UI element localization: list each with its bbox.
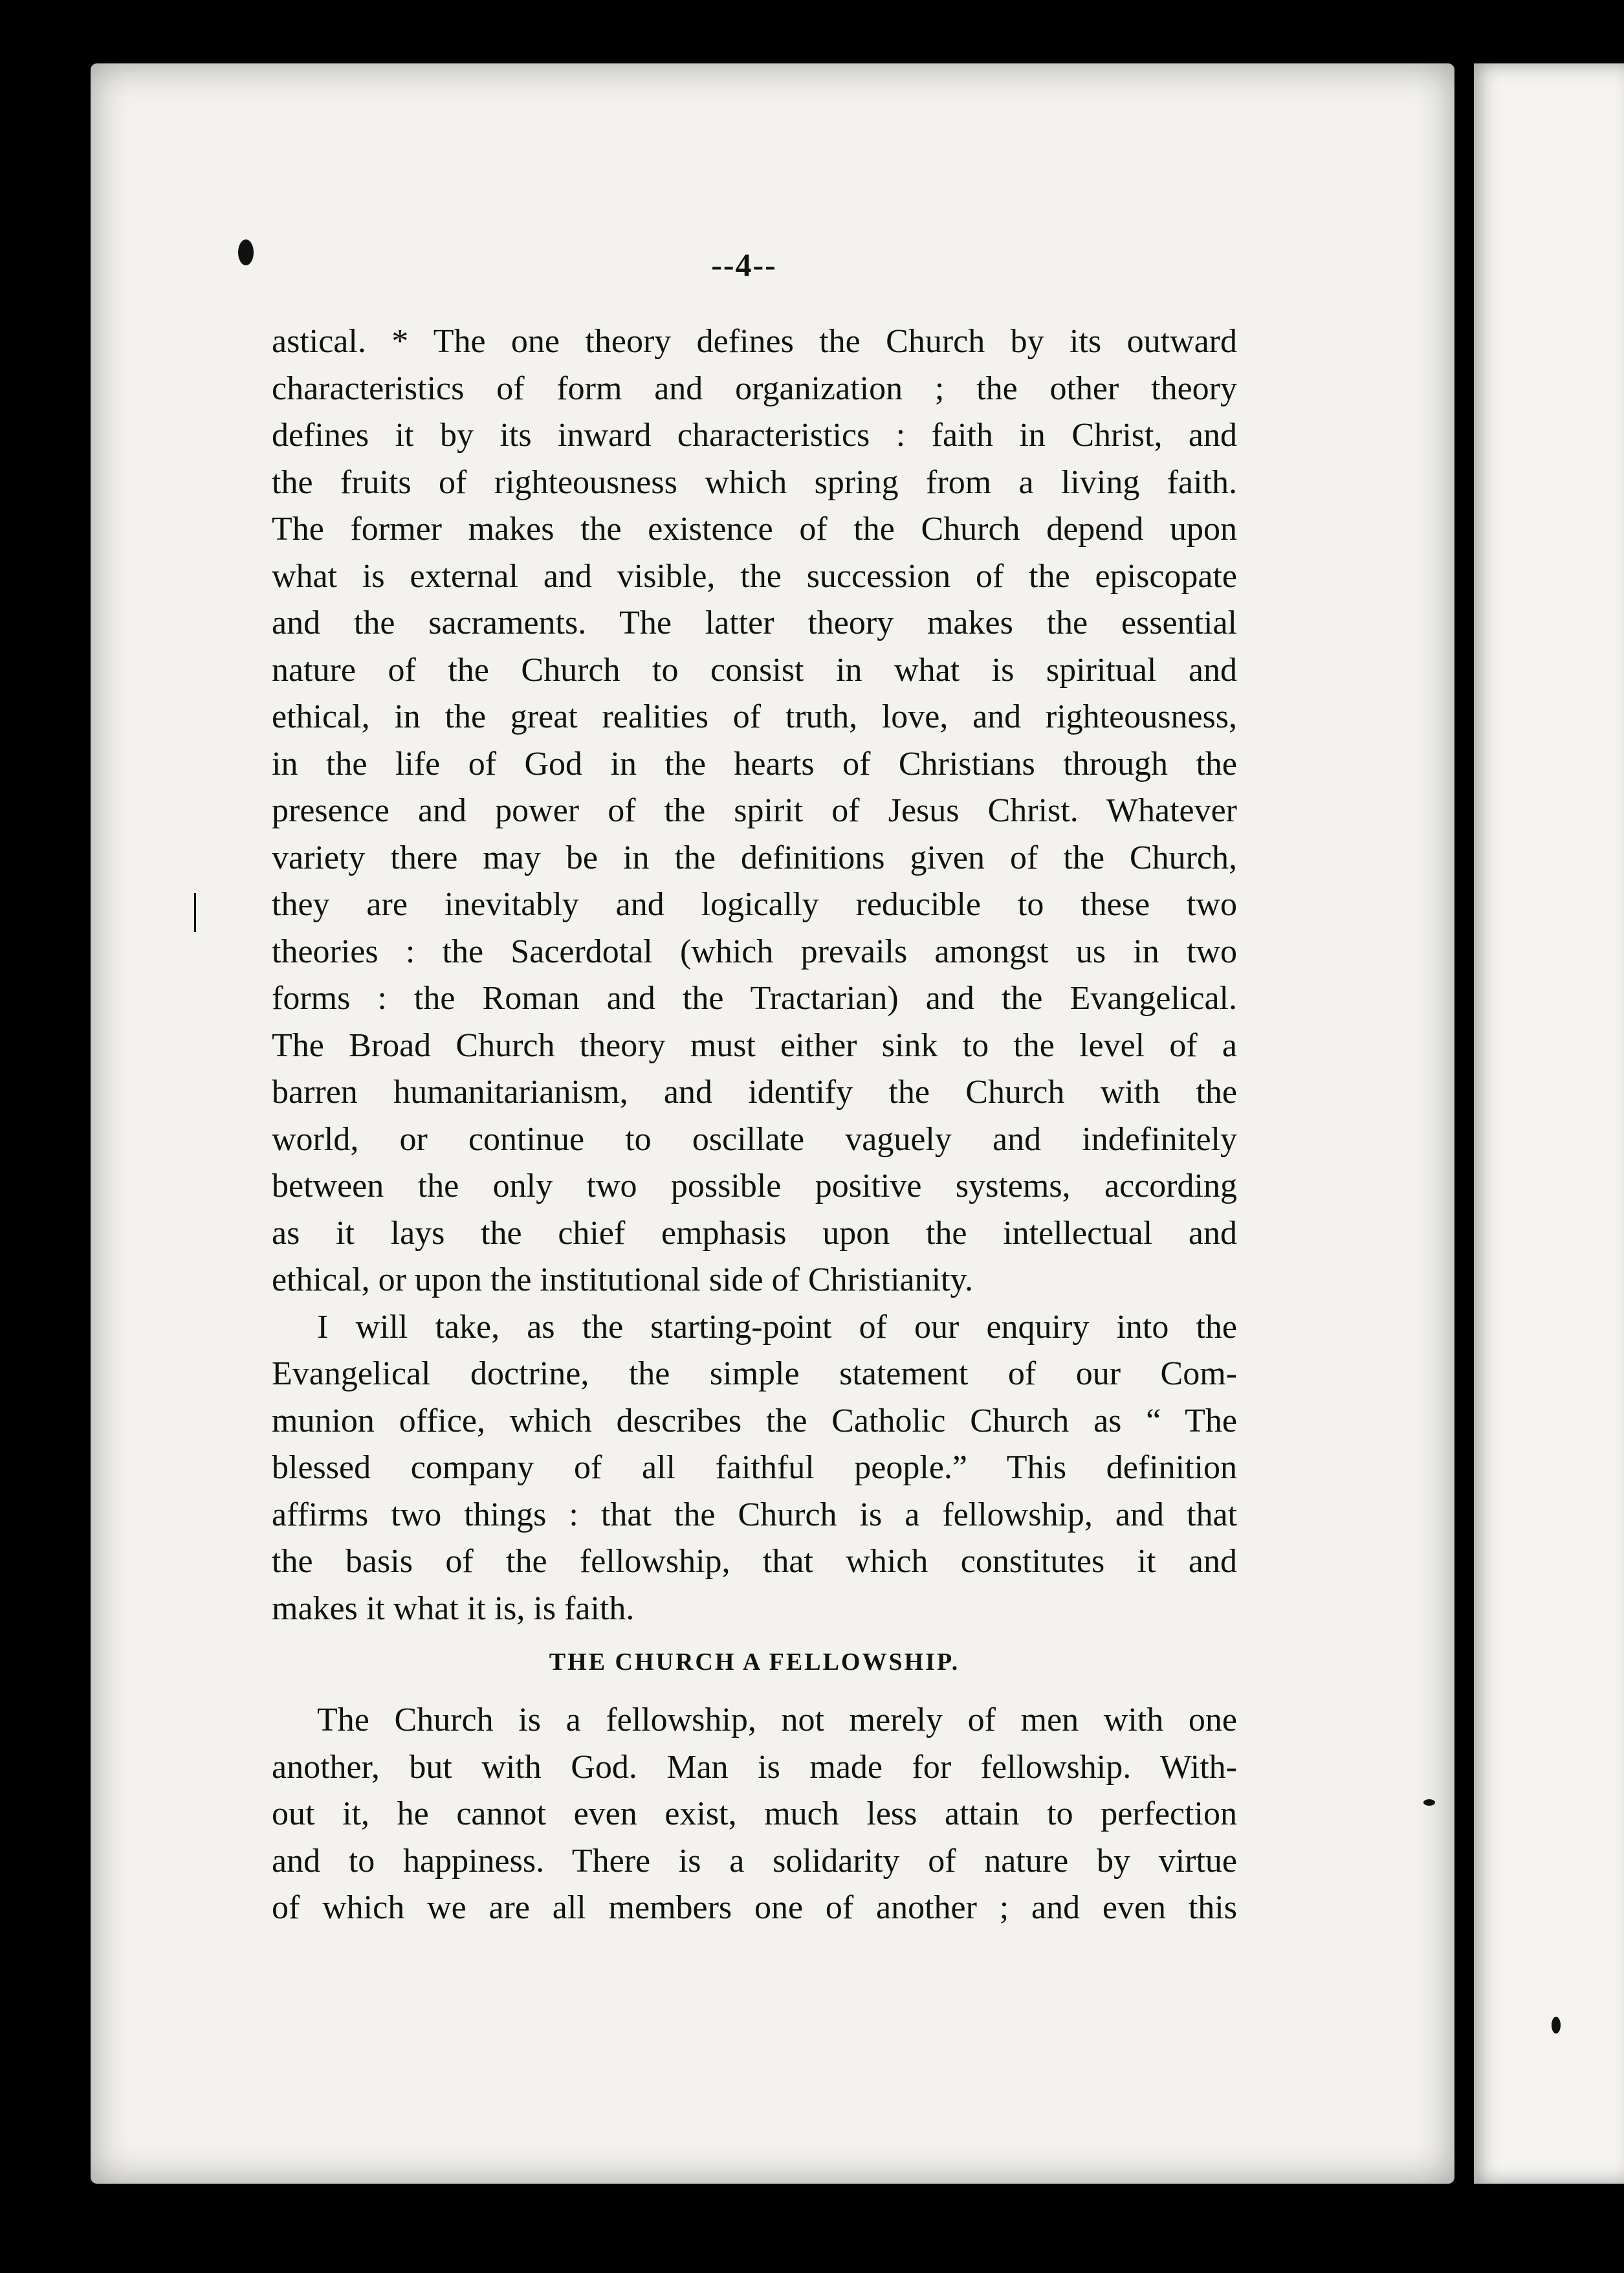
text-line: forms : the Roman and the Tractarian) and the Evangelical. [272, 980, 1237, 1017]
text-line: affirms two things : that the Church is a fellowship, and that [272, 1496, 1237, 1533]
text-line: ethical, or upon the institutional side of Christianity. [272, 1261, 974, 1298]
text-line: what is external and visible, the succession of the episcopate [272, 557, 1237, 595]
text-line: The former makes the existence of the Church depend upon [272, 511, 1237, 548]
section-heading: THE CHURCH A FELLOWSHIP. [549, 1648, 960, 1676]
text-line: and to happiness. There is a solidarity of nature by virtue [272, 1842, 1237, 1879]
text-line: The Church is a fellowship, not merely of men with one [317, 1702, 1237, 1738]
page-body [272, 318, 1237, 1932]
text-line: barren humanitarianism, and identify the Church with the [272, 1074, 1237, 1111]
scan-speck [238, 239, 254, 265]
text-line: defines it by its inward characteristics : faith in Christ, and [272, 417, 1237, 454]
text-line: in the life of God in the hearts of Christians through the [272, 745, 1237, 782]
paragraph [272, 318, 1237, 1304]
text-line: world, or continue to oscillate vaguely and indefinitely [272, 1120, 1237, 1158]
text-line: I will take, as the starting-point of our enquiry into the [317, 1308, 1237, 1346]
text-line: The Broad Church theory must either sink to the level of a [272, 1026, 1237, 1064]
text-line: characteristics of form and organization ; the other theory [272, 370, 1237, 407]
text-line: another, but with God. Man is made for fellowship. With- [272, 1748, 1237, 1786]
text-line: of which we are all members one of another ; and even this [272, 1889, 1237, 1926]
paragraph [272, 1304, 1237, 1633]
text-line: munion office, which describes the Catholic Church as “ The [272, 1402, 1237, 1439]
text-line: astical. * The one theory defines the Church by its outward [272, 323, 1237, 360]
text-line: nature of the Church to consist in what is spiritual and [272, 651, 1237, 689]
facing-page-edge [1474, 63, 1624, 2184]
text-line: they are inevitably and logically reducible to these two [272, 886, 1237, 923]
text-line: makes it what it is, is faith. [272, 1590, 635, 1627]
text-line: variety there may be in the definitions given of the Church, [272, 839, 1237, 876]
text-line: and the sacraments. The latter theory makes the essential [272, 604, 1237, 641]
text-line: as it lays the chief emphasis upon the intellectual and [272, 1214, 1237, 1252]
scan-speck [1552, 2017, 1561, 2034]
text-line: theories : the Sacerdotal (which prevails amongst us in two [272, 933, 1237, 970]
scan-speck [194, 893, 196, 932]
text-line: between the only two possible positive systems, according [272, 1168, 1237, 1204]
page-number: --4-- [711, 247, 777, 283]
text-line: blessed company of all faithful people.” This definition [272, 1449, 1237, 1486]
text-line: Evangelical doctrine, the simple statement of our Com- [272, 1355, 1237, 1392]
text-line: the fruits of righteousness which spring from a living faith. [272, 463, 1237, 501]
scan-speck [1423, 1799, 1435, 1806]
text-line: presence and power of the spirit of Jesus Christ. Whatever [272, 792, 1237, 829]
paragraph [272, 1697, 1237, 1932]
text-line: the basis of the fellowship, that which constitutes it and [272, 1543, 1237, 1580]
text-line: out it, he cannot even exist, much less attain to perfection [272, 1795, 1237, 1832]
text-line: ethical, in the great realities of truth, love, and righteousness, [272, 698, 1237, 735]
